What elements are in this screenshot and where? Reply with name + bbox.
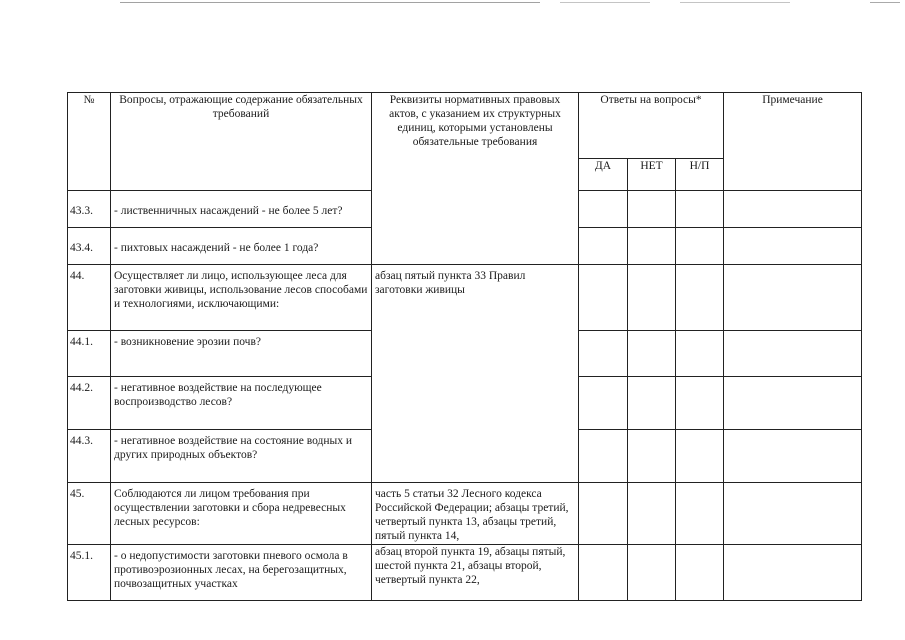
row-question: - возникновение эрозии почв? <box>111 331 372 377</box>
answer-na-cell[interactable] <box>676 265 724 331</box>
row-question: - пихтовых насаждений - не более 1 года? <box>111 228 372 265</box>
scan-artifact-line <box>120 2 540 3</box>
header-note: Примечание <box>724 93 862 191</box>
answer-yes-cell[interactable] <box>579 545 628 601</box>
scan-artifact-line <box>870 2 900 3</box>
row-requisite: абзац второй пункта 19, абзацы пятый, шестой пункта 21, абзацы второй, четвертый пункта 22, <box>372 545 579 601</box>
answer-no-cell[interactable] <box>628 228 676 265</box>
table-row <box>68 483 862 545</box>
row-number: 44. <box>68 265 111 331</box>
note-cell[interactable] <box>724 331 862 377</box>
answer-na-cell[interactable] <box>676 545 724 601</box>
note-cell[interactable] <box>724 483 862 545</box>
row-requisite: абзац пятый пункта 33 Правил заготовки живицы <box>372 265 579 483</box>
answer-no-cell[interactable] <box>628 483 676 545</box>
answer-no-cell[interactable] <box>628 265 676 331</box>
answer-na-cell[interactable] <box>676 430 724 483</box>
note-cell[interactable] <box>724 228 862 265</box>
answer-no-cell[interactable] <box>628 545 676 601</box>
row-number: 44.1. <box>68 331 111 377</box>
answer-yes-cell[interactable] <box>579 331 628 377</box>
answer-na-cell[interactable] <box>676 191 724 228</box>
answer-yes-cell[interactable] <box>579 265 628 331</box>
header-number: № <box>68 93 111 191</box>
row-question: - о недопустимости заготовки пневого осмола в противоэрозионных лесах, на берегозащитных, почвозащитных участках <box>111 545 372 601</box>
table-header-row <box>68 93 862 159</box>
row-question: - лиственничных насаждений - не более 5 лет? <box>111 191 372 228</box>
header-answers: Ответы на вопросы* <box>579 93 724 159</box>
answer-no-cell[interactable] <box>628 331 676 377</box>
answer-no-cell[interactable] <box>628 191 676 228</box>
header-answer-na: Н/П <box>676 159 724 191</box>
checklist-table <box>67 92 862 601</box>
answer-na-cell[interactable] <box>676 331 724 377</box>
answer-no-cell[interactable] <box>628 430 676 483</box>
note-cell[interactable] <box>724 430 862 483</box>
answer-na-cell[interactable] <box>676 377 724 430</box>
answer-yes-cell[interactable] <box>579 191 628 228</box>
note-cell[interactable] <box>724 191 862 228</box>
row-requisite: часть 5 статьи 32 Лесного кодекса Российской Федерации; абзацы третий, четвертый пункта 13, абзацы третий, пятый пункта 14, <box>372 483 579 545</box>
answer-yes-cell[interactable] <box>579 228 628 265</box>
row-question: - негативное воздействие на состояние водных и других природных объектов? <box>111 430 372 483</box>
answer-no-cell[interactable] <box>628 377 676 430</box>
table-row <box>68 545 862 601</box>
note-cell[interactable] <box>724 265 862 331</box>
note-cell[interactable] <box>724 377 862 430</box>
row-number: 45.1. <box>68 545 111 601</box>
answer-yes-cell[interactable] <box>579 377 628 430</box>
answer-yes-cell[interactable] <box>579 430 628 483</box>
row-question: - негативное воздействие на последующее воспроизводство лесов? <box>111 377 372 430</box>
table-row <box>68 265 862 331</box>
row-question: Соблюдаются ли лицом требования при осуществлении заготовки и сбора недревесных лесных ресурсов: <box>111 483 372 545</box>
answer-na-cell[interactable] <box>676 228 724 265</box>
header-questions: Вопросы, отражающие содержание обязательных требований <box>111 93 372 191</box>
row-number: 43.3. <box>68 191 111 228</box>
row-number: 45. <box>68 483 111 545</box>
answer-na-cell[interactable] <box>676 483 724 545</box>
answer-yes-cell[interactable] <box>579 483 628 545</box>
header-requisites: Реквизиты нормативных правовых актов, с указанием их структурных единиц, которыми установлены обязательные требования <box>372 93 579 265</box>
header-answer-no: НЕТ <box>628 159 676 191</box>
header-answer-yes: ДА <box>579 159 628 191</box>
row-question: Осуществляет ли лицо, использующее леса для заготовки живицы, использование лесов способами и технологиями, исключающими: <box>111 265 372 331</box>
row-number: 43.4. <box>68 228 111 265</box>
row-number: 44.3. <box>68 430 111 483</box>
note-cell[interactable] <box>724 545 862 601</box>
row-number: 44.2. <box>68 377 111 430</box>
scan-artifact-line <box>560 2 650 3</box>
scan-artifact-line <box>680 2 790 3</box>
